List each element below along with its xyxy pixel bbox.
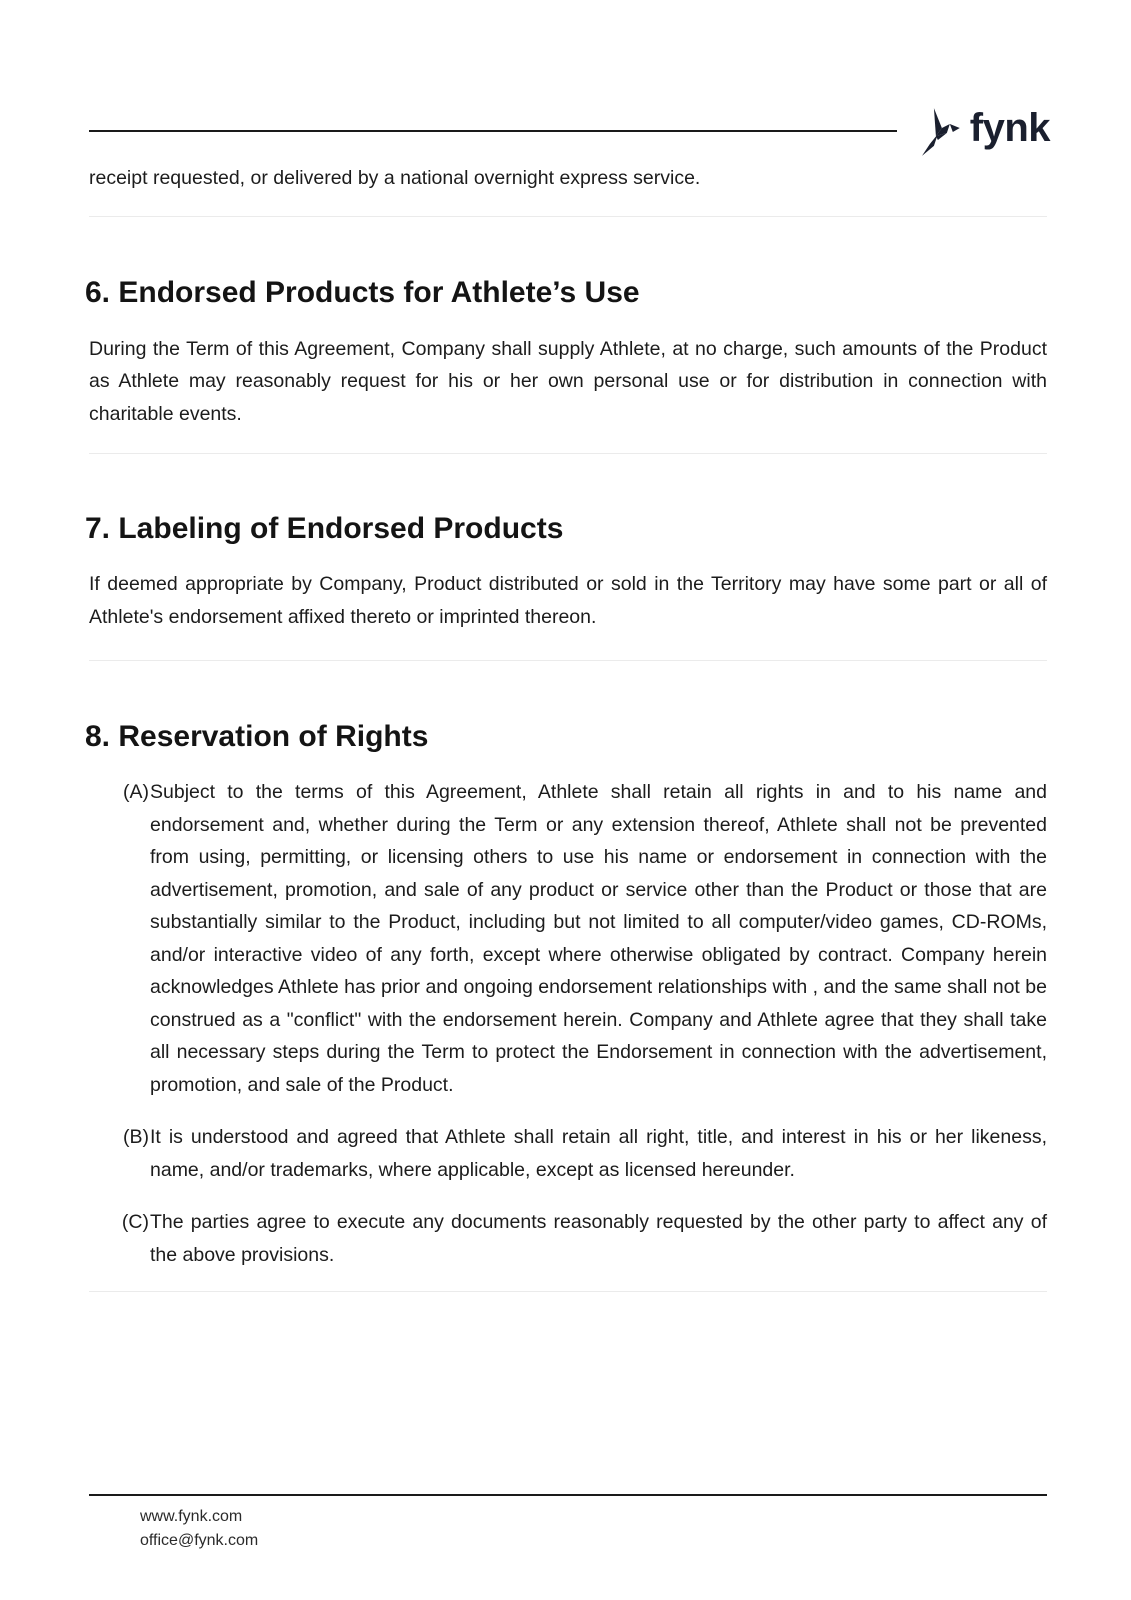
section-7-text: If deemed appropriate by Company, Product distributed or sold in the Territory may have some part or all of Athlete's endorsement affixed thereto or imprinted thereon.: [89, 573, 1047, 628]
list-item: [89, 1121, 1047, 1186]
footer-contact: [140, 1505, 258, 1553]
list-marker: (A): [123, 781, 149, 803]
logo-wordmark: fynk: [969, 106, 1050, 150]
list-item-text: The parties agree to execute any documents reasonably requested by the other party to affect any of the above provisions.: [150, 1211, 1047, 1266]
list-marker: (B): [123, 1126, 149, 1148]
section-divider: [89, 453, 1047, 454]
list-item: [89, 776, 1047, 1101]
header-rule: [89, 130, 897, 132]
document-body: [85, 162, 1047, 1292]
fynk-logo: [920, 104, 1050, 160]
section-divider: [89, 660, 1047, 661]
section-heading-6: 6. Endorsed Products for Athlete’s Use: [85, 275, 640, 309]
list-item-text: Subject to the terms of this Agreement, Athlete shall retain all rights in and to his name and endorsement and, whether during the Term or any extension thereof, Athlete shall not be prevented from using, permitting, or licensing others to use his name or endorsement in connection with the advertisement, promotion, and sale of any product or service other than the Product or those that are substantially similar to the Product, including but not limited to all computer/video games, CD-ROMs, and/or interactive video of any forth, except where otherwise obligated by contract. Company herein acknowledges Athlete has prior and ongoing endorsement relationships with , and the same shall not be construed as a "conflict" with the endorsement herein. Company and Athlete agree that they shall take all necessary steps during the Term to protect the Endorsement in connection with the advertisement, promotion, and sale of the Product.: [150, 781, 1047, 1096]
list-item: [89, 1206, 1047, 1271]
section-heading-7: 7. Labeling of Endorsed Products: [85, 512, 564, 545]
footer-website: www.fynk.com: [140, 1508, 243, 1525]
footer-rule: [89, 1494, 1047, 1496]
list-marker: (C): [121, 1211, 149, 1233]
section-divider: [89, 1291, 1047, 1292]
bird-icon: [920, 106, 964, 158]
footer-email: office@fynk.com: [140, 1532, 259, 1549]
section-divider: [89, 216, 1047, 217]
section-heading-8: 8. Reservation of Rights: [85, 720, 429, 753]
section-6-text: During the Term of this Agreement, Company shall supply Athlete, at no charge, such amounts of the Product as Athlete may reasonably request for his or her own personal use or for distribution in connection with charitable events.: [89, 337, 1047, 425]
reservation-list: [89, 776, 1047, 1271]
intro-paragraph: receipt requested, or delivered by a national overnight express service.: [89, 167, 701, 189]
list-item-text: It is understood and agreed that Athlete shall retain all right, title, and interest in his or her likeness, name, and/or trademarks, where applicable, except as licensed hereunder.: [150, 1126, 1047, 1181]
